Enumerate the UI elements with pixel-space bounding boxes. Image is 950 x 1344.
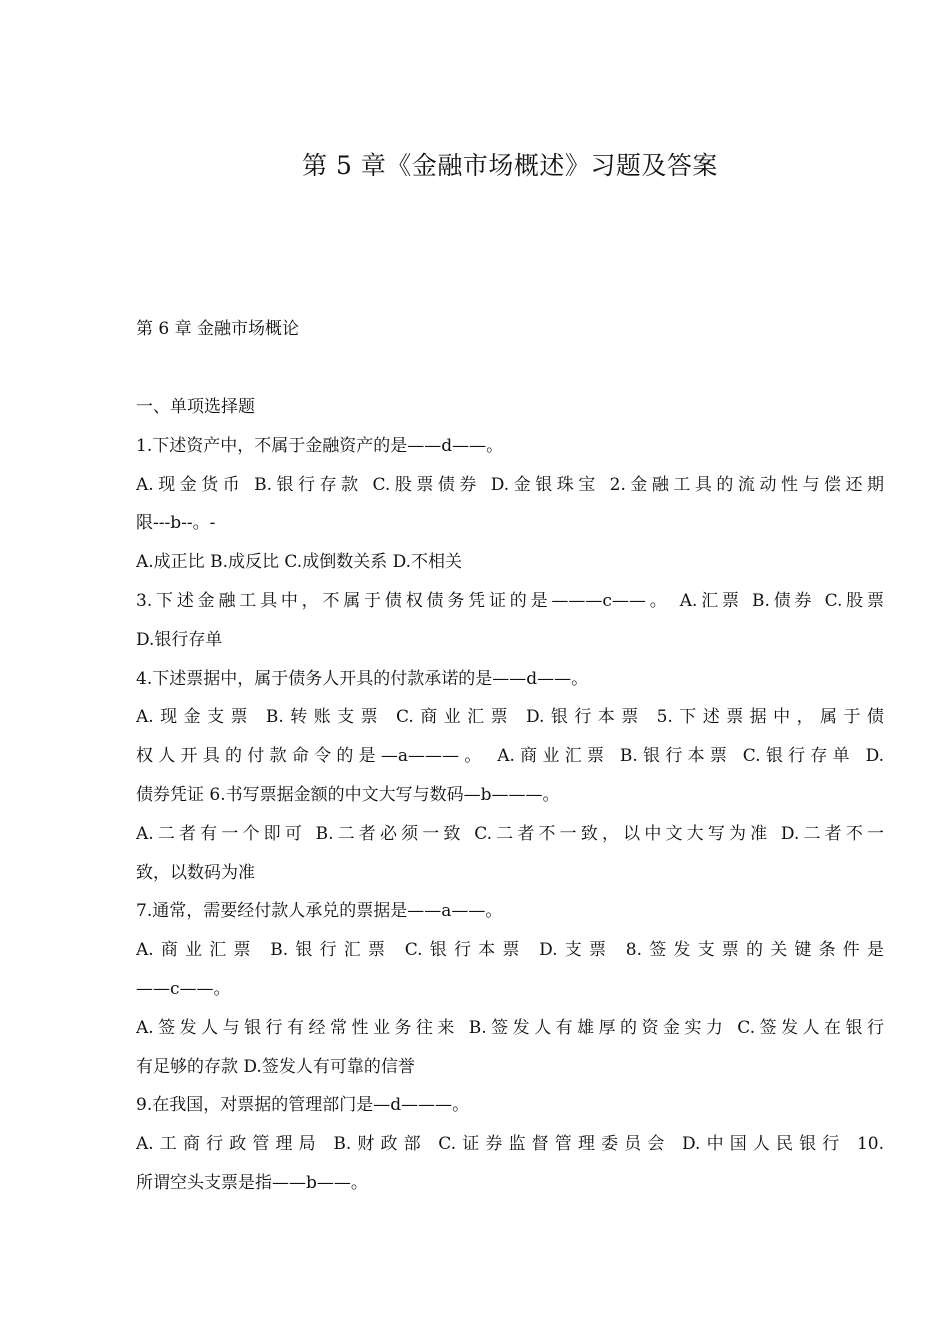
question-line: A.成正比 B.成反比 C.成倒数关系 D.不相关 — [136, 552, 463, 573]
question-line: 3.下述金融工具中，不属于债权债务凭证的是———c——。 A.汇票 B.债券 C.股票 — [136, 590, 884, 611]
question-line: A.签发人与银行有经常性业务往来 B.签发人有雄厚的资金实力 C.签发人在银行 — [136, 1017, 884, 1038]
question-body — [136, 388, 884, 1203]
question-line: 限---b--。- — [136, 513, 216, 534]
question-line: 所谓空头支票是指——b——。 — [136, 1172, 368, 1193]
question-line: A.商业汇票 B.银行汇票 C.银行本票 D.支票 8.签发支票的关键条件是 — [136, 940, 884, 961]
question-line: 致，以数码为准 — [136, 862, 255, 883]
question-line: 9.在我国，对票据的管理部门是—d———。 — [136, 1095, 470, 1116]
question-line: 权人开具的付款命令的是—a———。 A.商业汇票 B.银行本票 C.银行存单 D. — [136, 746, 884, 767]
question-line: A.工商行政管理局 B.财政部 C.证券监督管理委员会 D.中国人民银行 10. — [136, 1134, 884, 1155]
question-line: D.银行存单 — [136, 629, 223, 650]
question-line: 债券凭证 6.书写票据金额的中文大写与数码—b———。 — [136, 784, 560, 805]
question-line: A.现金支票 B.转账支票 C.商业汇票 D.银行本票 5.下述票据中，属于债 — [136, 707, 884, 728]
section-heading: 一、单项选择题 — [136, 397, 255, 417]
question-line: 7.通常，需要经付款人承兑的票据是——a——。 — [136, 901, 503, 922]
question-line: ——c——。 — [136, 978, 231, 999]
question-line: 4.下述票据中，属于债务人开具的付款承诺的是——d——。 — [136, 668, 589, 689]
document-title: 第 5 章《金融市场概述》习题及答案 — [302, 151, 718, 180]
question-line: 有足够的存款 D.签发人有可靠的信誉 — [136, 1056, 415, 1077]
question-line: A.现金货币 B.银行存款 C.股票债券 D.金银珠宝 2.金融工具的流动性与偿还期 — [136, 474, 884, 495]
question-line: 1.下述资产中，不属于金融资产的是——d——。 — [136, 435, 504, 456]
chapter-heading: 第 6 章 金融市场概论 — [136, 319, 300, 339]
question-line: A.二者有一个即可 B.二者必须一致 C.二者不一致，以中文大写为准 D.二者不一 — [136, 823, 884, 844]
